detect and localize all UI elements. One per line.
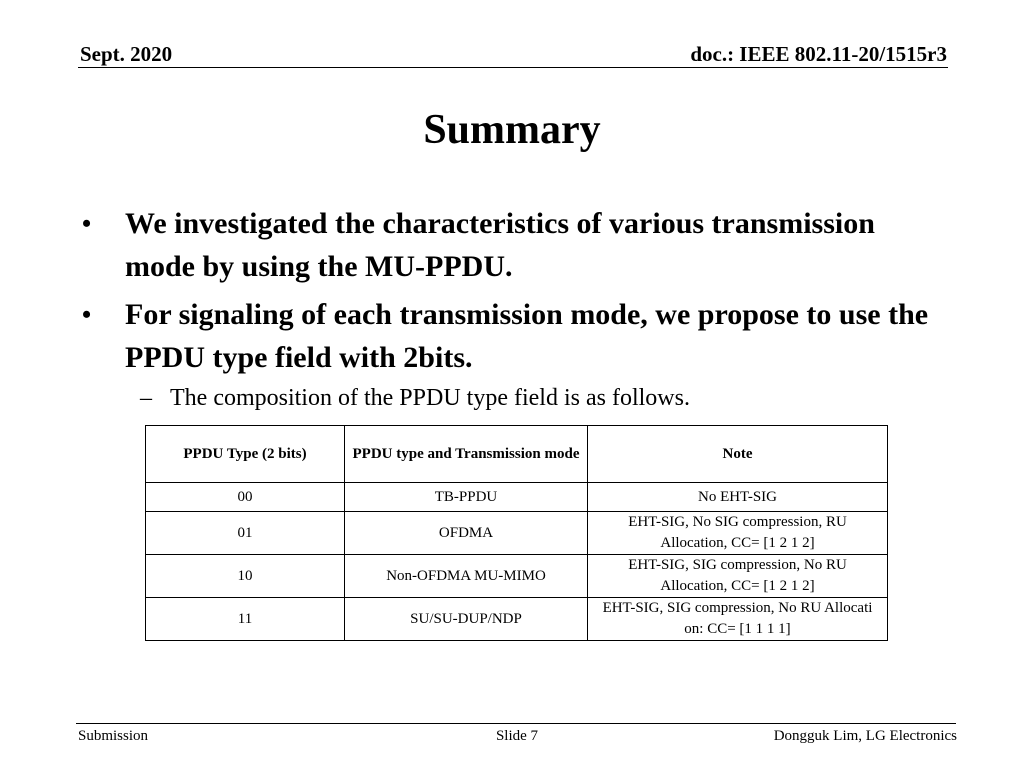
bullet-text: For signaling of each transmission mode, we propose to use the PPDU type field with 2bits. bbox=[125, 298, 929, 374]
table-cell: EHT-SIG, SIG compression, No RU Allocati on: CC= [1 1 1 1] bbox=[588, 598, 888, 641]
bullet-item bbox=[82, 293, 952, 379]
column-header: Note bbox=[588, 426, 888, 483]
table-cell: 01 bbox=[146, 512, 345, 555]
dash-icon: – bbox=[140, 385, 152, 411]
slide-title: Summary bbox=[423, 107, 601, 153]
table-cell: No EHT-SIG bbox=[588, 483, 888, 512]
table-header-row bbox=[146, 426, 888, 483]
header-doc-id: doc.: IEEE 802.11-20/1515r3 bbox=[690, 42, 947, 66]
table-cell: 11 bbox=[146, 598, 345, 641]
table-row bbox=[146, 512, 888, 555]
sub-bullet-text: The composition of the PPDU type field is as follows. bbox=[170, 385, 690, 411]
table-cell: OFDMA bbox=[345, 512, 588, 555]
footer-author: Dongguk Lim, LG Electronics bbox=[773, 728, 957, 744]
table-cell: 00 bbox=[146, 483, 345, 512]
table-row bbox=[146, 598, 888, 641]
table-cell: Non-OFDMA MU-MIMO bbox=[345, 555, 588, 598]
column-header: PPDU type and Transmission mode bbox=[345, 426, 588, 483]
ppdu-type-table bbox=[145, 425, 888, 641]
table-cell: TB-PPDU bbox=[345, 483, 588, 512]
table-cell: EHT-SIG, No SIG compression, RU Allocation, CC= [1 2 1 2] bbox=[588, 512, 888, 555]
bullet-dot-icon: • bbox=[82, 209, 92, 238]
table-cell: EHT-SIG, SIG compression, No RU Allocation, CC= [1 2 1 2] bbox=[588, 555, 888, 598]
table-row bbox=[146, 555, 888, 598]
table-cell: 10 bbox=[146, 555, 345, 598]
bullet-item bbox=[82, 202, 952, 288]
bullet-dot-icon: • bbox=[82, 300, 92, 329]
footer-submission: Submission bbox=[78, 728, 149, 744]
table-cell: SU/SU-DUP/NDP bbox=[345, 598, 588, 641]
footer-slide-number: Slide 7 bbox=[495, 728, 539, 744]
column-header: PPDU Type (2 bits) bbox=[146, 426, 345, 483]
bullet-list bbox=[82, 202, 952, 416]
bullet-text: We investigated the characteristics of various transmission mode by using the MU-PPDU. bbox=[125, 207, 875, 283]
header-date: Sept. 2020 bbox=[80, 42, 173, 66]
header-divider bbox=[78, 67, 948, 68]
footer-divider bbox=[76, 723, 956, 724]
sub-bullet-item bbox=[82, 380, 952, 416]
table-row bbox=[146, 483, 888, 512]
